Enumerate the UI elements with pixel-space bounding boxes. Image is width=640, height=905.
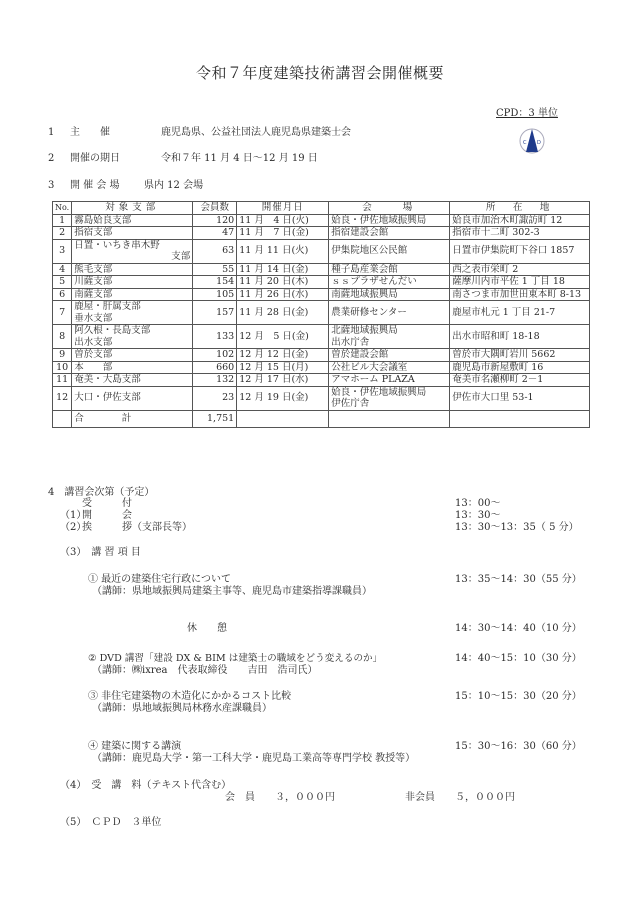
- cell-branch: [72, 325, 193, 349]
- cell-no: 8: [53, 325, 72, 349]
- lecture-1-title: ① 最近の建築住宅行政について: [88, 574, 231, 585]
- section-value: 県内 12 会場: [144, 180, 204, 191]
- venue-line: アマホーム PLAZA: [331, 374, 415, 385]
- lecture-2-lecturer: （講師：㈱ixrea 代表取締役 吉田 浩司氏）: [92, 665, 318, 676]
- cell-date: 11 月 4 日(火): [237, 214, 329, 227]
- branch-line: 奄美・大島支部: [74, 374, 141, 385]
- lecture-3-lecturer: （講師：県地域振興局林務水産課職員）: [92, 703, 272, 714]
- cell-venue: [329, 214, 450, 227]
- cell-address: 曽於市大隅町岩川 5662: [450, 349, 590, 362]
- cell-address: 姶良市加治木町諏訪町 12: [450, 214, 590, 227]
- venue-line: 公社ビル大会議室: [331, 361, 408, 373]
- cell-branch: [72, 349, 193, 362]
- branch-line: 南薩支部: [74, 288, 113, 300]
- cell-branch: [72, 214, 193, 227]
- cell-members: 23: [193, 386, 237, 410]
- section-1: [48, 127, 351, 139]
- section-label: 開催の期日: [70, 153, 120, 164]
- branch-line: 出水支部: [74, 336, 113, 348]
- cell-members: 47: [193, 227, 237, 240]
- header-date: 開催月日: [237, 202, 329, 215]
- cell-venue: [329, 239, 450, 263]
- cell-date: 12 月 17 日(水): [237, 374, 329, 387]
- cell-branch: [72, 288, 193, 301]
- venue-line: 出水庁舎: [331, 336, 370, 348]
- cell-branch: [72, 374, 193, 387]
- header-branch: 対象支部: [72, 202, 193, 215]
- cell-address: 鹿児島市新屋敷町 16: [450, 361, 590, 374]
- page-title: 令和７年度建築技術講習会開催概要: [195, 64, 444, 82]
- cell-date: 11 月 26 日(水): [237, 288, 329, 301]
- cell-date: 11 月 11 日(火): [237, 239, 329, 263]
- section-number: 2: [48, 153, 55, 164]
- cpd-line: （5） ＣＰＤ ３単位: [60, 817, 162, 828]
- header-no: No.: [53, 202, 72, 215]
- lecture-4-title: ④ 建築に関する講演: [88, 741, 182, 752]
- reception-time: 13：00～: [455, 498, 501, 509]
- cell-members: 105: [193, 288, 237, 301]
- cell-members: 102: [193, 349, 237, 362]
- cell-branch: [72, 386, 193, 410]
- section-number: 3: [48, 180, 55, 191]
- total-row: [53, 410, 590, 427]
- cell-date: 12 月 5 日(金): [237, 325, 329, 349]
- cell-branch: [72, 263, 193, 276]
- opening-time: 13：30～: [455, 510, 501, 521]
- cell-members: 157: [193, 301, 237, 325]
- cell-venue: [329, 325, 450, 349]
- cell-no: 11: [53, 374, 72, 387]
- cell-address: 日置市伊集院町下谷口 1857: [450, 239, 590, 263]
- total-members: 1,751: [193, 410, 237, 427]
- header-address: 所 在 地: [450, 202, 590, 215]
- cell-branch: [72, 227, 193, 240]
- cell-branch: [72, 276, 193, 289]
- section-number: 1: [48, 127, 55, 138]
- cell-no: 6: [53, 288, 72, 301]
- branch-line: 垂水支部: [74, 312, 113, 324]
- section-label: 開 催 会 場: [70, 180, 120, 191]
- branch-line: 曽於支部: [74, 349, 113, 360]
- branch-line: 阿久根・長島支部: [74, 325, 151, 336]
- greeting-time: 13：30～13：35（ 5 分）: [455, 522, 579, 533]
- cpd-badge: CPD：3 単位: [496, 108, 558, 119]
- table-row: [53, 325, 590, 349]
- break-time: 14：30～14：40（10 分）: [455, 623, 582, 634]
- lecture-3-title: ③ 非住宅建築物の木造化にかかるコスト比較: [88, 691, 292, 702]
- table-row: [53, 301, 590, 325]
- cell-address: 伊佐市大口里 53-1: [450, 386, 590, 410]
- cell-members: 154: [193, 276, 237, 289]
- cell-address: 西之表市栄町 2: [450, 263, 590, 276]
- section-value: 令和７年 11 月 4 日～12 月 19 日: [161, 153, 318, 164]
- svg-text:D: D: [537, 140, 541, 146]
- cell-date: 11 月 7 日(金): [237, 227, 329, 240]
- lecture-1-time: 13：35～14：30（55 分）: [455, 574, 582, 585]
- cell-no: 2: [53, 227, 72, 240]
- cell-no: 4: [53, 263, 72, 276]
- section-value: 鹿児島県、公益社団法人鹿児島県建築士会: [161, 127, 351, 138]
- lecture-4-time: 15：30～16：30（60 分）: [455, 741, 582, 752]
- opening-label: 開 会: [82, 510, 132, 521]
- cell-empty: [329, 410, 450, 427]
- cell-address: 南さつま市加世田東本町 8-13: [450, 288, 590, 301]
- venue-line: 種子島産業会館: [331, 263, 398, 275]
- header-venue: 会 場: [329, 202, 450, 215]
- table-row: [53, 386, 590, 410]
- cell-address: 出水市昭和町 18-18: [450, 325, 590, 349]
- total-label: 合 計: [72, 410, 193, 427]
- table-header: [53, 202, 590, 215]
- venue-line: 伊佐庁舎: [331, 398, 370, 409]
- fee-nonmember: 非会員 ５，０００円: [405, 792, 515, 803]
- opening-num: （1）: [60, 510, 87, 521]
- cell-date: 11 月 14 日(金): [237, 263, 329, 276]
- table-row: [53, 214, 590, 227]
- cell-venue: [329, 374, 450, 387]
- venue-line: 姶良・伊佐地域振興局: [331, 214, 427, 226]
- cell-venue: [329, 288, 450, 301]
- cell-date: 12 月 19 日(金): [237, 386, 329, 410]
- cell-date: 11 月 20 日(木): [237, 276, 329, 289]
- cell-members: 55: [193, 263, 237, 276]
- cell-no: [53, 410, 72, 427]
- cell-date: 12 月 15 日(月): [237, 361, 329, 374]
- cell-date: 11 月 28 日(金): [237, 301, 329, 325]
- cell-no: 7: [53, 301, 72, 325]
- venue-line: 指宿建設会館: [331, 227, 389, 238]
- venue-line: 農業研修センター: [331, 306, 407, 318]
- cell-no: 9: [53, 349, 72, 362]
- branch-line: 熊毛支部: [74, 263, 113, 275]
- cell-branch: [72, 301, 193, 325]
- cell-members: 120: [193, 214, 237, 227]
- fee-heading: （4） 受 講 料（テキスト代含む）: [60, 780, 232, 791]
- branch-line: 霧島姶良支部: [74, 214, 132, 226]
- venue-line: ｓｓプラザせんだい: [331, 276, 417, 287]
- branch-line: 川薩支部: [74, 276, 113, 287]
- branch-line: 支部: [171, 251, 191, 262]
- cell-no: 12: [53, 386, 72, 410]
- lecture-3-time: 15：10～15：30（20 分）: [455, 691, 582, 702]
- branch-line: 指宿支部: [74, 227, 113, 238]
- cell-venue: [329, 227, 450, 240]
- venue-line: 姶良・伊佐地域振興局: [331, 386, 427, 398]
- schedule-heading: 4 講習会次第（予定）: [48, 487, 155, 498]
- lectures-heading: （3） 講 習 項 目: [60, 547, 141, 558]
- table-row: [53, 227, 590, 240]
- lecture-2-title: ② DVD 講習「建設 DX & BIM は建築士の職域をどう変えるのか」: [88, 653, 383, 664]
- cell-venue: [329, 276, 450, 289]
- cell-address: 指宿市十二町 302-3: [450, 227, 590, 240]
- table-row: [53, 374, 590, 387]
- table-row: [53, 361, 590, 374]
- cell-venue: [329, 301, 450, 325]
- table-row: [53, 276, 590, 289]
- fee-member: 会 員 ３，０００円: [225, 792, 335, 803]
- cpd-logo-icon: [519, 128, 545, 154]
- table-row: [53, 349, 590, 362]
- venue-line: 伊集院地区公民館: [331, 245, 408, 257]
- cell-address: 薩摩川内市平佐 1 丁目 18: [450, 276, 590, 289]
- cell-empty: [237, 410, 329, 427]
- cell-venue: [329, 263, 450, 276]
- branch-line: 大口・伊佐支部: [74, 392, 141, 404]
- venue-line: 曽於建設会館: [331, 349, 389, 360]
- cell-branch: [72, 361, 193, 374]
- cell-no: 1: [53, 214, 72, 227]
- cell-members: 132: [193, 374, 237, 387]
- svg-text:C: C: [523, 140, 527, 146]
- cell-date: 12 月 12 日(金): [237, 349, 329, 362]
- section-2: [48, 153, 318, 165]
- branch-line: 日置・いちき串木野: [74, 239, 160, 251]
- venue-line: 北薩地域振興局: [331, 325, 398, 336]
- cell-no: 3: [53, 239, 72, 263]
- cell-members: 63: [193, 239, 237, 263]
- table-row: [53, 288, 590, 301]
- cell-no: 10: [53, 361, 72, 374]
- greeting-label: 挨 拶（支部長等）: [82, 522, 192, 533]
- header-members: 会員数: [193, 202, 237, 215]
- cell-address: 奄美市名瀬柳町 2－1: [450, 374, 590, 387]
- table-row: [53, 239, 590, 263]
- break-label: 休 憩: [187, 623, 227, 634]
- table-row: [53, 263, 590, 276]
- venue-table: [52, 201, 590, 428]
- section-label: 主 催: [70, 127, 110, 138]
- branch-line: 鹿屋・肝属支部: [74, 301, 141, 312]
- cell-address: 鹿屋市札元 1 丁目 21-7: [450, 301, 590, 325]
- cell-no: 5: [53, 276, 72, 289]
- venue-line: 南薩地域振興局: [331, 288, 398, 300]
- section-3: [48, 180, 204, 192]
- cell-empty: [450, 410, 590, 427]
- cell-venue: [329, 361, 450, 374]
- lecture-2-time: 14：40～15：10（30 分）: [455, 653, 582, 664]
- greeting-num: （2）: [60, 522, 87, 533]
- cell-venue: [329, 349, 450, 362]
- cell-members: 133: [193, 325, 237, 349]
- lecture-4-lecturer: （講師：鹿児島大学・第一工科大学・鹿児島工業高等専門学校 教授等）: [92, 753, 416, 764]
- branch-line: 本 部: [74, 361, 113, 373]
- reception-label: 受 付: [82, 498, 132, 509]
- cell-branch: [72, 239, 193, 263]
- cell-venue: [329, 386, 450, 410]
- lecture-1-lecturer: （講師：県地域振興局建築主事等、鹿児島市建築指導課職員）: [92, 586, 372, 597]
- cell-members: 660: [193, 361, 237, 374]
